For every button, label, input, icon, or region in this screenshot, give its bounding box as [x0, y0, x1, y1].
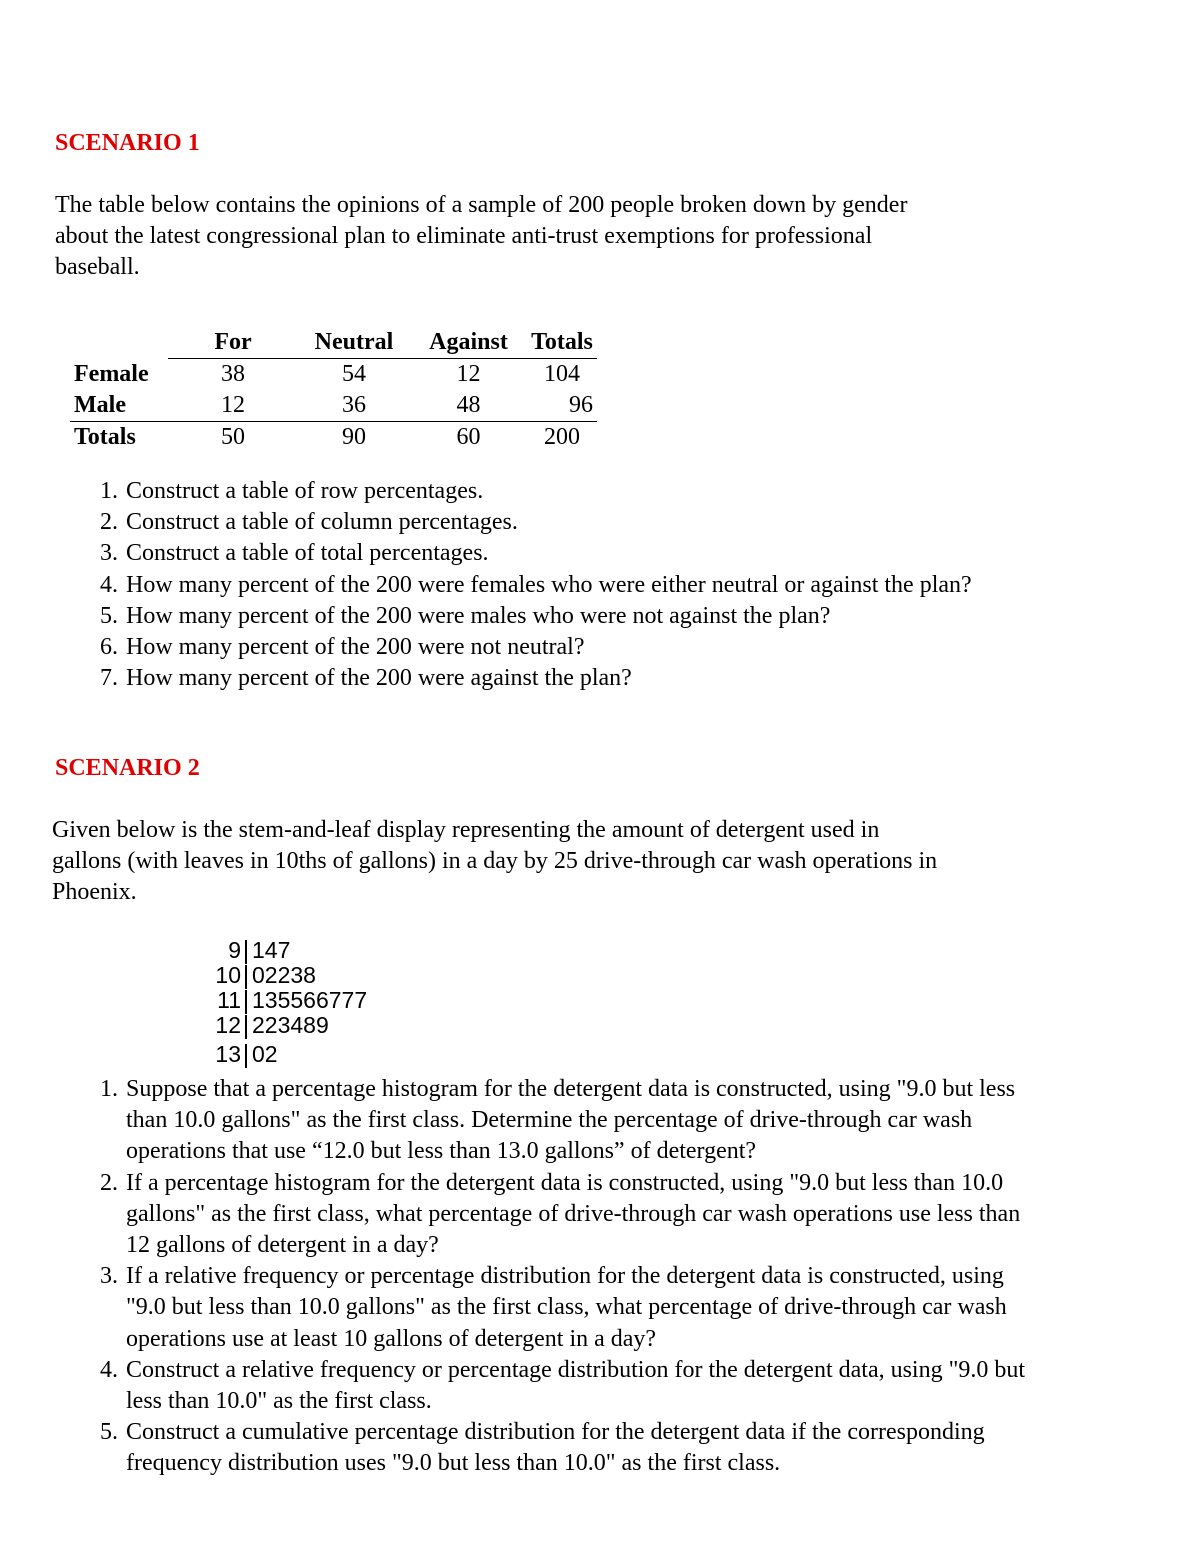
list-item: 2. Construct a table of column percentages.	[100, 509, 518, 536]
table-row	[70, 422, 597, 454]
stem-divider	[245, 965, 247, 989]
stem-row	[195, 988, 367, 1013]
col-header-totals: Totals	[527, 327, 597, 359]
stem-divider	[245, 940, 247, 964]
intro-line: Phoenix.	[52, 879, 137, 905]
stem-row	[195, 963, 367, 988]
table-cell: 104	[544, 361, 580, 387]
table-cell: 54	[342, 361, 366, 387]
stem-and-leaf-display	[195, 938, 367, 1067]
scenario-2-heading: SCENARIO 2	[55, 755, 200, 781]
list-item: 5. How many percent of the 200 were males who were not against the plan?	[100, 602, 831, 629]
col-header-for: For	[168, 327, 298, 359]
stem-value: 12	[215, 1012, 241, 1038]
intro-line: about the latest congressional plan to eliminate anti-trust exemptions for professional	[55, 223, 873, 249]
stem-row	[195, 1042, 367, 1067]
stem-value: 13	[215, 1041, 241, 1067]
table-cell: 12	[456, 361, 481, 387]
table-header-row	[70, 327, 597, 359]
stem-row	[195, 1013, 367, 1038]
stem-value: 10	[215, 962, 241, 988]
col-header-against: Against	[410, 327, 527, 359]
row-label: Totals	[74, 424, 136, 450]
list-item: 7. How many percent of the 200 were against the plan?	[100, 665, 632, 692]
leaf-values: 02238	[252, 962, 316, 988]
row-label: Female	[74, 360, 149, 387]
table-cell: 50	[221, 424, 245, 450]
leaf-values: 135566777	[252, 987, 368, 1013]
stem-row	[195, 938, 367, 963]
stem-divider	[245, 1044, 247, 1068]
list-item: 4. How many percent of the 200 were females who were either neutral or against the plan?	[100, 571, 972, 598]
intro-line: The table below contains the opinions of a sample of 200 people broken down by gender	[55, 192, 908, 218]
list-item: 4. Construct a relative frequency or percentage distribution for the detergent data, using "9.0 but less than 10.0" as the first class.	[100, 1356, 1026, 1415]
intro-line: gallons (with leaves in 10ths of gallons) in a day by 25 drive-through car wash operations in	[52, 848, 938, 874]
contingency-table	[70, 327, 597, 453]
list-item: 3. Construct a table of total percentages.	[100, 540, 489, 567]
stem-divider	[245, 1015, 247, 1039]
table-cell: 38	[221, 361, 245, 387]
list-item: 5. Construct a cumulative percentage distribution for the detergent data if the corresponding frequency distribution uses "9.0 but less than 10.0" as the first class.	[100, 1419, 985, 1477]
leaf-values: 02	[252, 1041, 278, 1067]
table-cell: 90	[342, 424, 366, 450]
scenario-2-questions	[100, 1074, 1026, 1480]
scenario-1-intro	[55, 190, 907, 283]
leaf-values: 147	[252, 937, 291, 963]
table-cell: 12	[168, 390, 298, 422]
table-cell: 96	[527, 390, 597, 422]
leaf-values: 223489	[252, 1012, 329, 1038]
col-header-neutral: Neutral	[298, 327, 410, 359]
list-item: 1. Construct a table of row percentages.	[100, 478, 484, 504]
scenario-1-questions	[100, 476, 972, 694]
scenario-2-intro	[52, 815, 937, 908]
table-cell: 200	[544, 424, 580, 450]
stem-divider	[245, 990, 247, 1014]
table-cell: 60	[456, 424, 481, 450]
list-item: 6. How many percent of the 200 were not neutral?	[100, 634, 585, 661]
scenario-1-heading: SCENARIO 1	[55, 130, 200, 156]
list-item: 1. Suppose that a percentage histogram for the detergent data is constructed, using "9.0 but less than 10.0 gallons" as the first class. Determine the percentage of drive-through car wash operations that use “12.0 but less than 13.0 gallons” of detergent?	[100, 1076, 1016, 1165]
stem-value: 11	[217, 987, 241, 1013]
intro-line: baseball.	[55, 254, 140, 280]
table-row	[70, 359, 597, 391]
list-item: 2. If a percentage histogram for the detergent data is constructed, using "9.0 but less than 10.0 gallons" as the first class, what percentage of drive-through car wash operations use less than 12 gallons of detergent in a day?	[100, 1169, 1021, 1259]
list-item: 3. If a relative frequency or percentage distribution for the detergent data is constructed, using "9.0 but less than 10.0 gallons" as the first class, what percentage of drive-through car wash operations use at least 10 gallons of detergent in a day?	[100, 1263, 1007, 1352]
table-row	[70, 390, 597, 422]
intro-line: Given below is the stem-and-leaf display representing the amount of detergent used in	[52, 817, 880, 843]
row-label: Male	[70, 390, 168, 422]
table-cell: 36	[298, 390, 410, 422]
table-cell: 48	[410, 390, 527, 422]
stem-value: 9	[228, 937, 241, 963]
